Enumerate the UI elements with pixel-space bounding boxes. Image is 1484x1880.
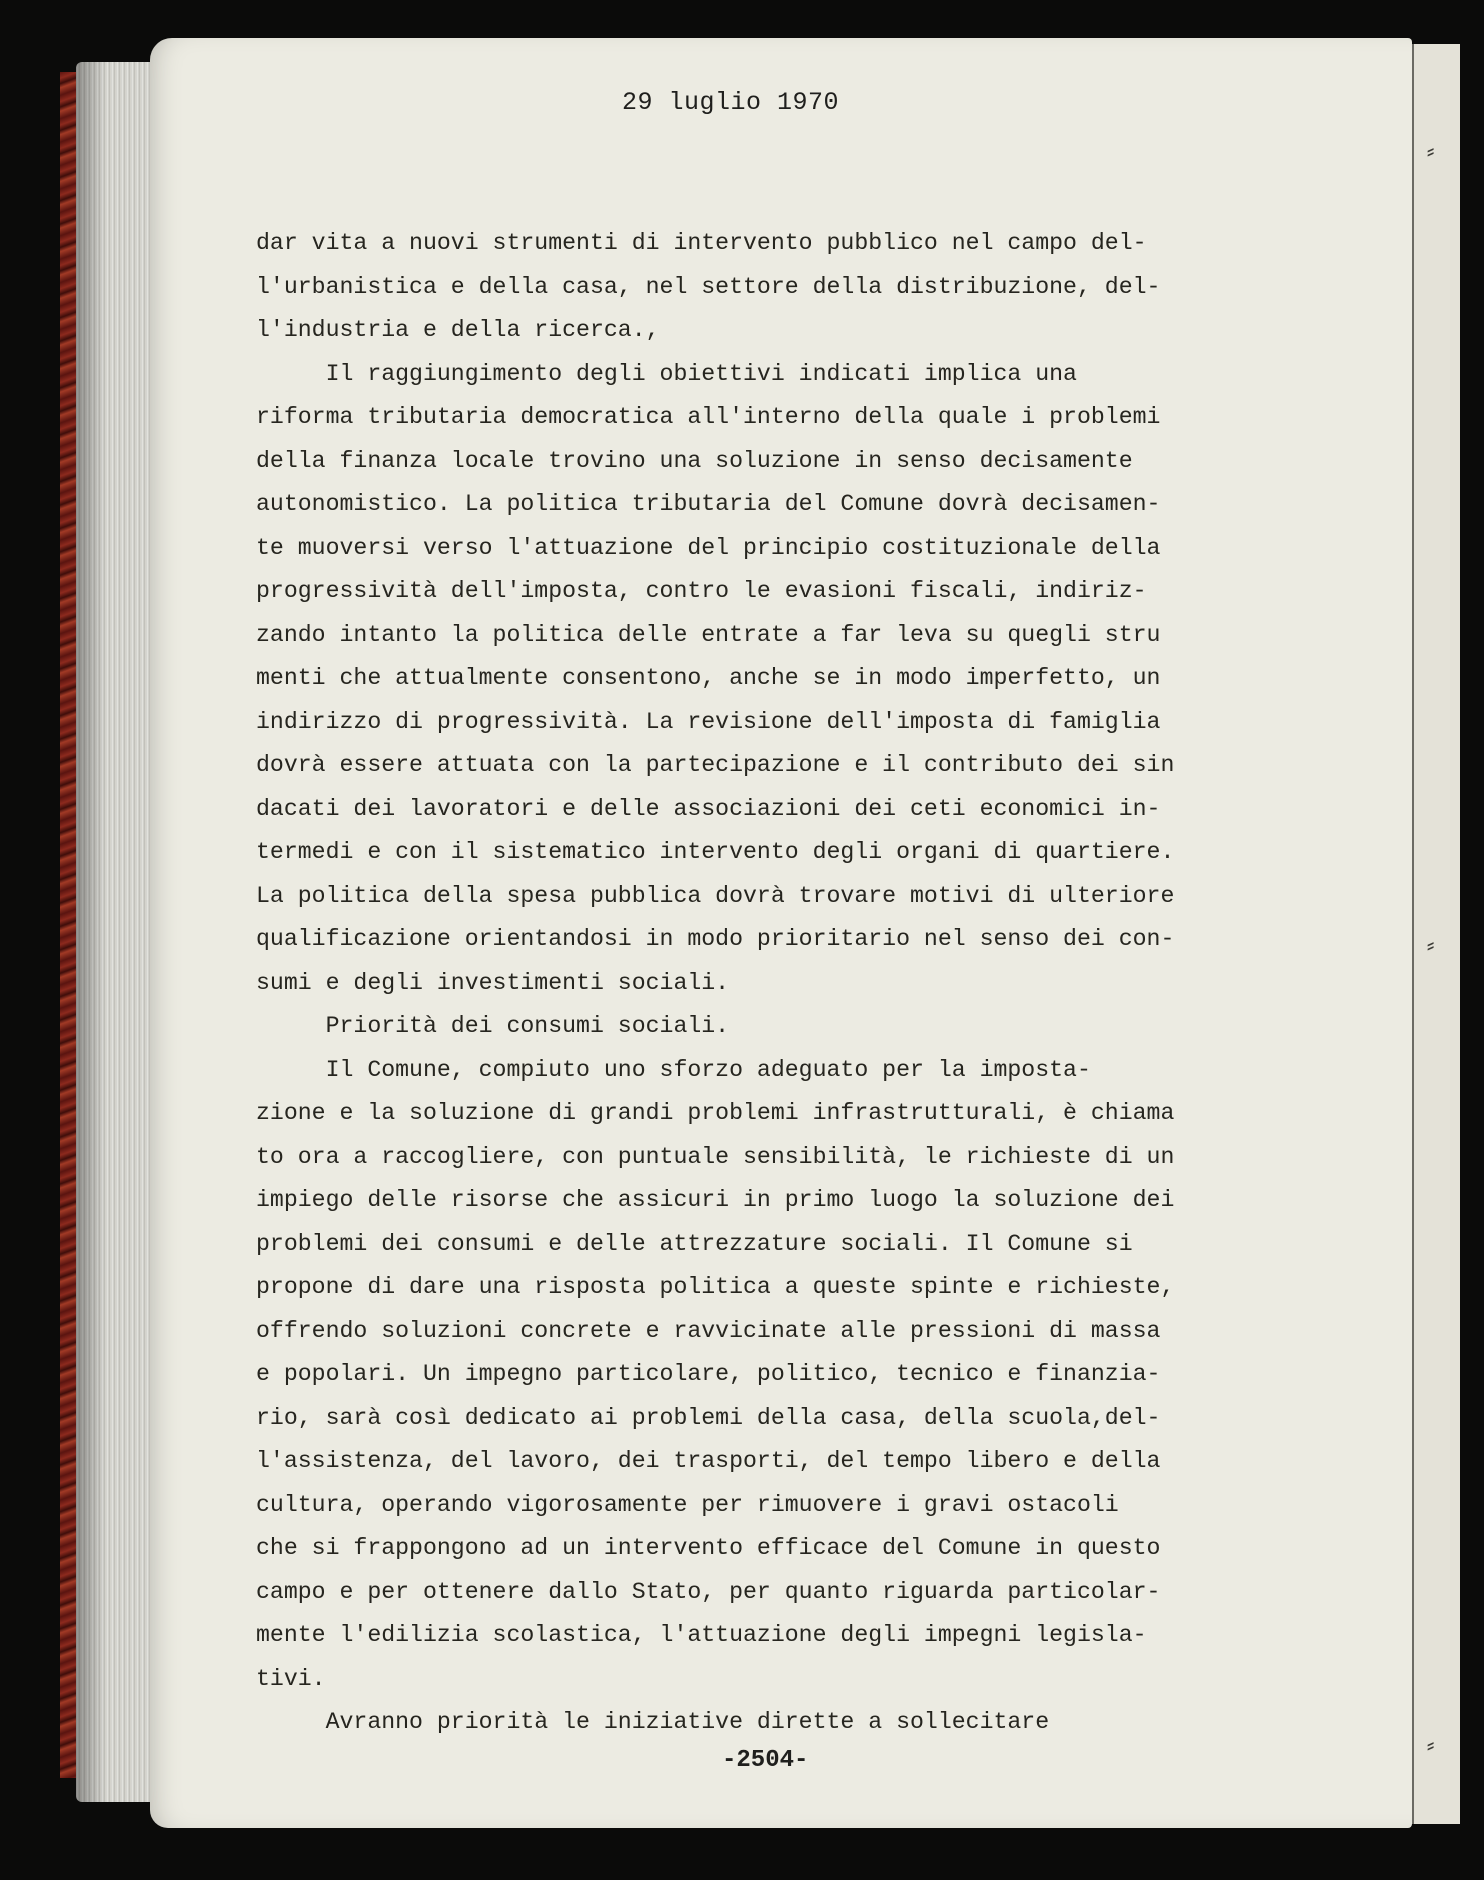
text-line: menti che attualmente consentono, anche se in modo imperfetto, un bbox=[256, 665, 1161, 691]
text-line: Priorità dei consumi sociali. bbox=[256, 1013, 730, 1039]
text-line: termedi e con il sistematico intervento degli organi di quartiere. bbox=[256, 839, 1175, 865]
text-line: dacati dei lavoratori e delle associazioni dei ceti economici in- bbox=[256, 795, 1161, 822]
text-line: dovrà essere attuata con la partecipazione e il contributo dei sin bbox=[256, 752, 1175, 778]
page-date-header: 29 luglio 1970 bbox=[622, 88, 840, 117]
text-line: sumi e degli investimenti sociali. bbox=[256, 969, 730, 996]
text-line: Il raggiungimento degli obiettivi indicati implica una bbox=[256, 360, 1077, 387]
text-line: zione e la soluzione di grandi problemi infrastrutturali, è chiama bbox=[256, 1100, 1175, 1126]
book-binding bbox=[60, 72, 76, 1778]
text-line: Avranno priorità le iniziative dirette a sollecitare bbox=[256, 1709, 1050, 1735]
text-line: indirizzo di progressività. La revisione dell'imposta di famiglia bbox=[256, 708, 1161, 735]
text-line: progressività dell'imposta, contro le evasioni fiscali, indiriz- bbox=[256, 578, 1147, 604]
text-line: rio, sarà così dedicato ai problemi della casa, della scuola,del- bbox=[256, 1404, 1161, 1431]
text-line: riforma tributaria democratica all'interno della quale i problemi bbox=[256, 404, 1161, 430]
document-body bbox=[256, 222, 1236, 1745]
text-line: te muoversi verso l'attuazione del principio costituzionale della bbox=[256, 534, 1161, 561]
text-line: cultura, operando vigorosamente per rimuovere i gravi ostacoli bbox=[256, 1491, 1119, 1518]
text-line: campo e per ottenere dallo Stato, per quanto riguarda particolar- bbox=[256, 1578, 1161, 1605]
text-line: Il Comune, compiuto uno sforzo adeguato per la imposta- bbox=[256, 1056, 1091, 1083]
text-line: La politica della spesa pubblica dovrà trovare motivi di ulteriore bbox=[256, 882, 1175, 909]
text-line: mente l'edilizia scolastica, l'attuazione degli impegni legisla- bbox=[256, 1622, 1147, 1648]
text-line: l'urbanistica e della casa, nel settore della distribuzione, del- bbox=[256, 273, 1161, 300]
page-number: -2504- bbox=[722, 1747, 809, 1774]
text-line: che si frappongono ad un intervento efficace del Comune in questo bbox=[256, 1535, 1161, 1561]
adjacent-page bbox=[1412, 44, 1460, 1824]
text-line: dar vita a nuovi strumenti di intervento pubblico nel campo del- bbox=[256, 230, 1147, 256]
binding-hole-mark: ⸗ bbox=[1424, 1734, 1438, 1759]
text-line: e popolari. Un impegno particolare, politico, tecnico e finanzia- bbox=[256, 1361, 1161, 1387]
text-line: qualificazione orientandosi in modo prioritario nel senso dei con- bbox=[256, 926, 1175, 952]
text-line: l'industria e della ricerca., bbox=[256, 317, 660, 343]
binding-hole-mark: ⸗ bbox=[1424, 140, 1438, 165]
text-line: tivi. bbox=[256, 1665, 326, 1692]
binding-hole-mark: ⸗ bbox=[1424, 934, 1438, 959]
text-line: to ora a raccogliere, con puntuale sensibilità, le richieste di un bbox=[256, 1143, 1175, 1170]
text-line: l'assistenza, del lavoro, dei trasporti, del tempo libero e della bbox=[256, 1448, 1161, 1474]
text-line: problemi dei consumi e delle attrezzature sociali. Il Comune si bbox=[256, 1230, 1133, 1257]
text-line: impiego delle risorse che assicuri in primo luogo la soluzione dei bbox=[256, 1187, 1175, 1213]
text-line: zando intanto la politica delle entrate a far leva su quegli stru bbox=[256, 621, 1161, 648]
text-line: autonomistico. La politica tributaria del Comune dovrà decisamen- bbox=[256, 491, 1161, 517]
text-line: della finanza locale trovino una soluzione in senso decisamente bbox=[256, 447, 1133, 474]
text-line: offrendo soluzioni concrete e ravvicinate alle pressioni di massa bbox=[256, 1317, 1161, 1344]
text-line: propone di dare una risposta politica a queste spinte e richieste, bbox=[256, 1274, 1175, 1300]
